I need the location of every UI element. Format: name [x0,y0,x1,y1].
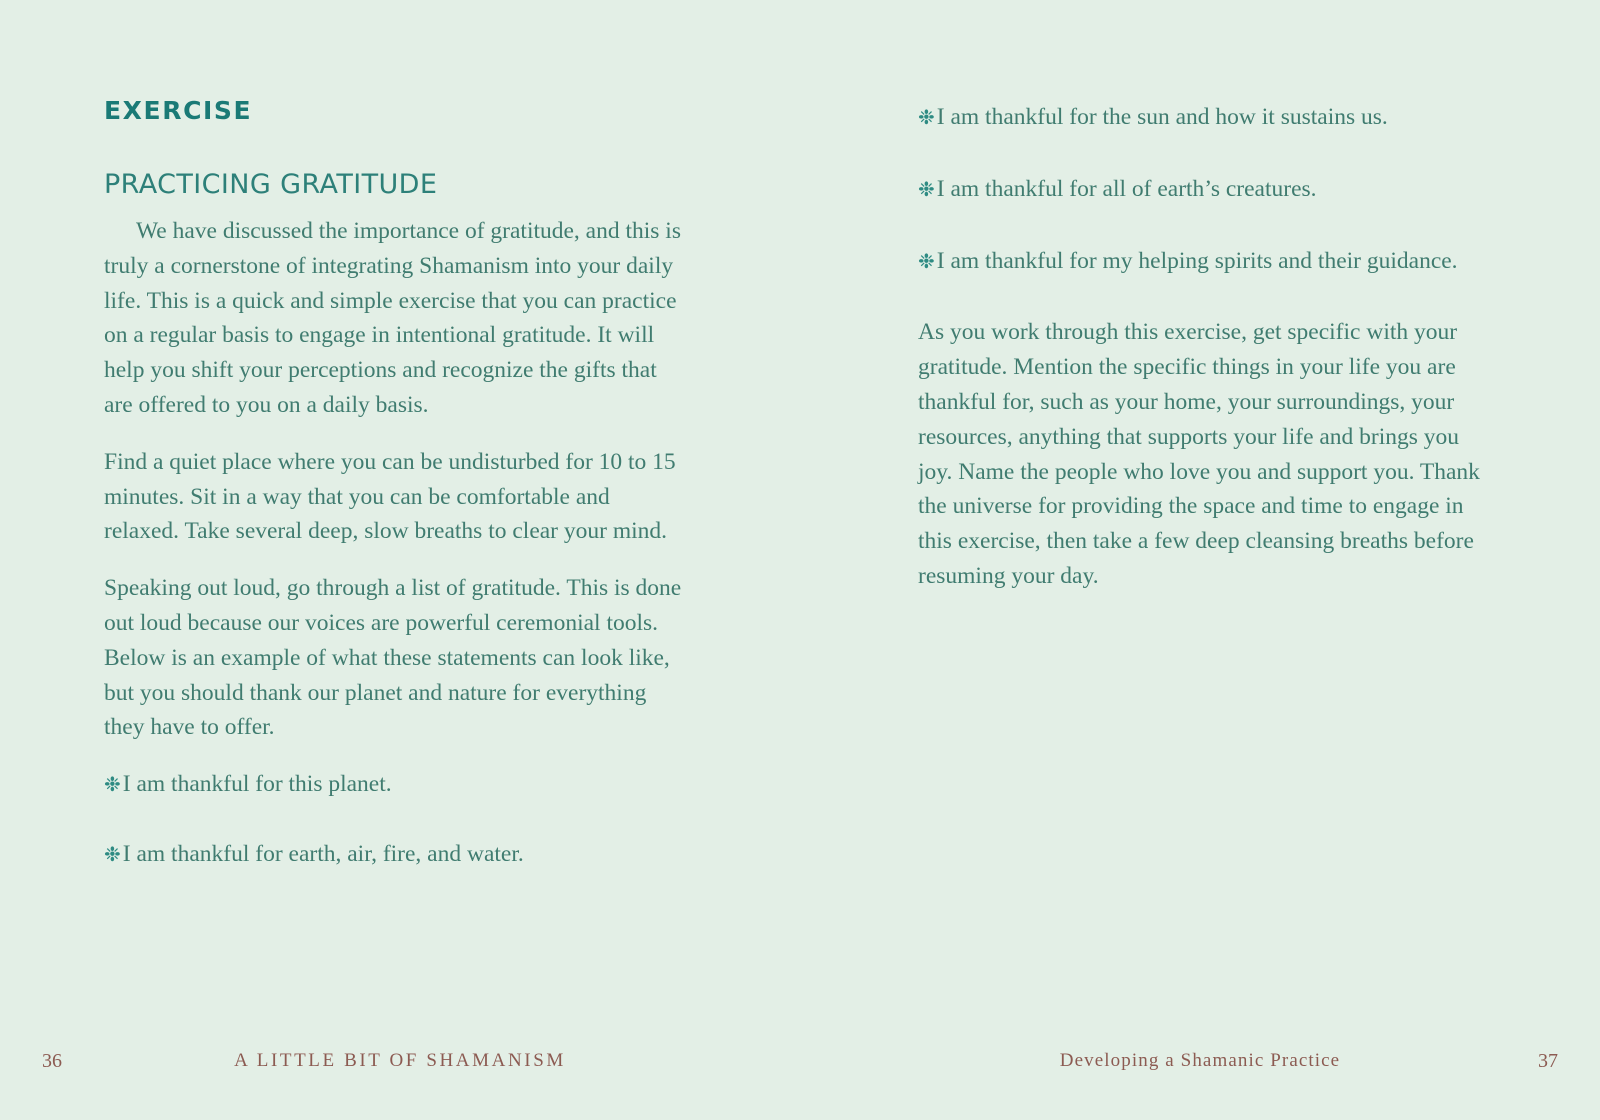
page-footer [0,1028,1600,1120]
floral-bullet-icon: ❉ [104,843,121,866]
right-page-column [800,96,1600,907]
running-head-left: A LITTLE BIT OF SHAMANISM [234,1050,566,1071]
exercise-eyebrow: EXERCISE [104,96,253,125]
gratitude-statement-text: I am thankful for all of earth’s creatures. [936,175,1317,202]
gratitude-statement-text: I am thankful for this planet. [122,771,392,798]
body-paragraph: Speaking out loud, go through a list of gratitude. This is done out loud because our voices are powerful ceremonial tools. Below is an example of what these statements can look like, but you should thank our planet and nature for everything they have to offer. [104,575,682,741]
body-paragraph: Find a quiet place where you can be undisturbed for 10 to 15 minutes. Sit in a way that you can be comfortable and relaxed. Take several deep, slow breaths to clear your mind. [104,448,676,545]
gratitude-statement-text: I am thankful for the sun and how it sustains us. [936,104,1388,130]
page-number-right: 37 [1538,1050,1558,1072]
gratitude-statement [104,837,690,873]
body-paragraph: As you work through this exercise, get specific with your gratitude. Mention the specific things in your life you are thankful for, such as your home, your surroundings, your resources, anything that supports your life and brings you joy. Name the people who love you and support you. Thank the universe for providing the space and time to engage in this exercise, then take a few deep cleansing breaths before resuming your day. [918,319,1480,589]
gratitude-statement [104,767,690,803]
section-title: PRACTICING GRATITUDE [104,169,438,200]
gratitude-statement [918,172,1480,208]
floral-bullet-icon: ❉ [918,107,935,129]
page-columns [0,96,1600,907]
page-number-left: 36 [42,1050,62,1072]
gratitude-statement [918,244,1480,280]
body-paragraph: We have discussed the importance of gratitude, and this is truly a cornerstone of integrating Shamanism into your daily life. This is a quick and simple exercise that you can practice on a regular basis to engage in intentional gratitude. It will help you shift your perceptions and recognize the gifts that are offered to you on a daily basis. [104,218,681,418]
running-head-right: Developing a Shamanic Practice [1059,1050,1341,1071]
gratitude-statement-text: I am thankful for earth, air, fire, and water. [122,840,524,867]
floral-bullet-icon: ❉ [918,250,935,273]
gratitude-statement [918,100,1480,136]
floral-bullet-icon: ❉ [918,178,935,201]
floral-bullet-icon: ❉ [104,774,121,797]
gratitude-statement-text: I am thankful for my helping spirits and their guidance. [936,247,1458,274]
left-page-column [0,96,800,907]
